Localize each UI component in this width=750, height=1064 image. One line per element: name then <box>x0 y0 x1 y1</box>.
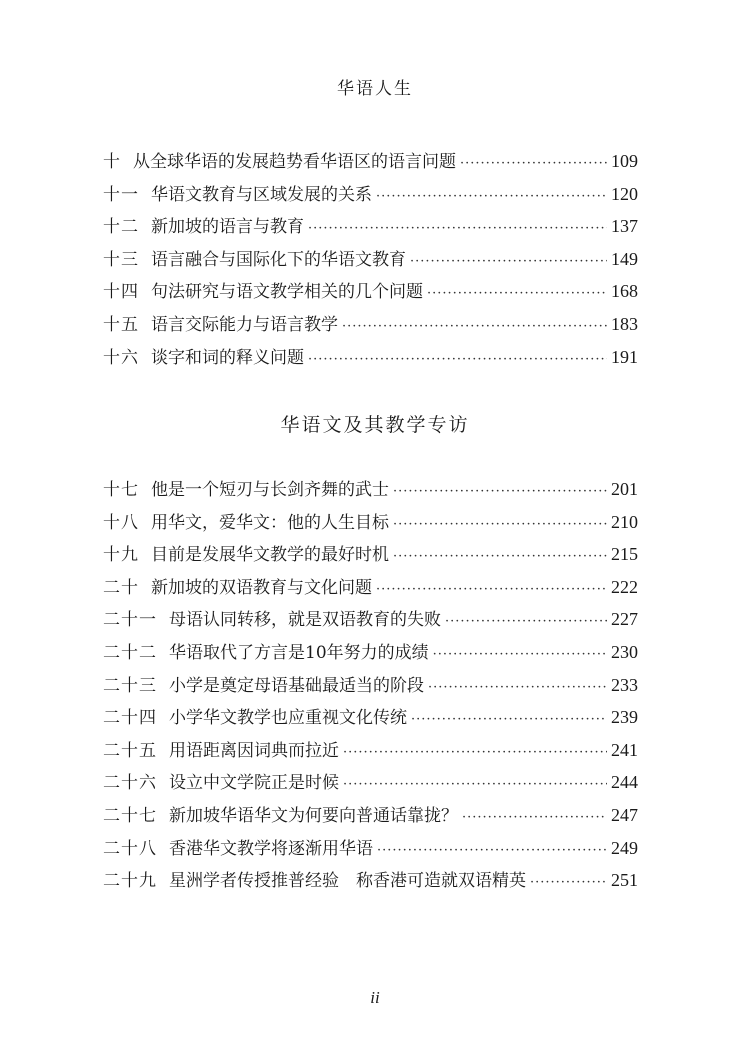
chapter-number: 十二 <box>103 217 139 238</box>
chapter-title: 母语认同转移，就是双语教育的失败 <box>169 610 441 631</box>
dot-leader <box>428 680 607 695</box>
dot-leader <box>376 582 607 597</box>
chapter-title: 华语取代了方言是10年努力的成绩 <box>169 642 429 663</box>
toc-entry[interactable] <box>103 573 638 606</box>
chapter-number: 二十八 <box>103 838 157 859</box>
chapter-number: 十六 <box>103 347 139 368</box>
chapter-number: 二十六 <box>103 773 157 794</box>
toc-entry[interactable] <box>103 475 638 508</box>
chapter-number: 十三 <box>103 249 139 270</box>
chapter-number: 十五 <box>103 314 139 335</box>
chapter-title: 用语距离因词典而拉近 <box>169 740 339 761</box>
chapter-number: 二十三 <box>103 675 157 696</box>
page-number: 109 <box>611 151 638 171</box>
page-number: 239 <box>611 707 638 728</box>
dot-leader <box>343 777 607 792</box>
chapter-title: 新加坡的双语教育与文化问题 <box>151 577 372 598</box>
toc-entry[interactable] <box>103 671 638 704</box>
toc-entry[interactable] <box>103 834 638 867</box>
chapter-number: 十 <box>103 152 121 172</box>
page-number: 227 <box>611 609 638 630</box>
chapter-number: 十四 <box>103 282 139 303</box>
dot-leader <box>342 319 607 334</box>
dot-leader <box>308 352 607 367</box>
chapter-title: 目前是发展华文教学的最好时机 <box>151 545 389 566</box>
chapter-title: 用华文，爱华文：他的人生目标 <box>151 512 389 533</box>
chapter-title: 句法研究与语文教学相关的几个问题 <box>151 282 423 303</box>
toc-entry[interactable] <box>103 147 638 180</box>
dot-leader <box>530 875 607 890</box>
chapter-number: 二十五 <box>103 740 157 761</box>
page-number: 233 <box>611 674 638 695</box>
page-number: 120 <box>611 183 638 204</box>
toc-entry[interactable] <box>103 638 638 671</box>
chapter-title: 语言融合与国际化下的华语文教育 <box>151 249 406 270</box>
folio-page-number: ii <box>370 988 380 1007</box>
page-number: 137 <box>611 216 638 237</box>
page-number: 183 <box>611 313 638 334</box>
toc-entry[interactable] <box>103 508 638 541</box>
toc-list-part2 <box>103 475 638 899</box>
chapter-number: 二十二 <box>103 642 157 663</box>
toc-list-part1 <box>103 147 638 375</box>
chapter-number: 十七 <box>103 480 139 500</box>
dot-leader <box>410 254 607 269</box>
chapter-title: 星洲学者传授推普经验 称香港可造就双语精英 <box>169 871 526 892</box>
chapter-title: 他是一个短刃与长剑齐舞的武士 <box>151 480 389 500</box>
chapter-number: 十九 <box>103 545 139 566</box>
dot-leader <box>411 712 607 727</box>
page-number: 222 <box>611 576 638 597</box>
chapter-title: 香港华文教学将逐渐用华语 <box>169 838 373 859</box>
toc-entry[interactable] <box>103 180 638 213</box>
toc-entry[interactable] <box>103 310 638 343</box>
chapter-title: 新加坡的语言与教育 <box>151 217 304 238</box>
toc-entry[interactable] <box>103 540 638 573</box>
dot-leader <box>462 810 607 825</box>
dot-leader <box>393 517 607 532</box>
toc-entry[interactable] <box>103 343 638 376</box>
toc-entry[interactable] <box>103 736 638 769</box>
page-number: 241 <box>611 739 638 760</box>
chapter-title: 语言交际能力与语言教学 <box>151 314 338 335</box>
toc-entry[interactable] <box>103 212 638 245</box>
chapter-title: 华语文教育与区域发展的关系 <box>151 184 372 205</box>
chapter-number: 二十 <box>103 577 139 598</box>
chapter-number: 二十九 <box>103 871 157 892</box>
page-number: 149 <box>611 248 638 269</box>
dot-leader <box>460 156 607 171</box>
page-number: 215 <box>611 544 638 565</box>
page-number: 247 <box>611 804 638 825</box>
dot-leader <box>433 647 607 662</box>
toc-entry[interactable] <box>103 801 638 834</box>
chapter-title: 从全球华语的发展趋势看华语区的语言问题 <box>133 152 456 172</box>
page-number: 244 <box>611 772 638 793</box>
chapter-number: 二十一 <box>103 610 157 631</box>
chapter-title: 小学是奠定母语基础最适当的阶段 <box>169 675 424 696</box>
dot-leader <box>445 614 607 629</box>
chapter-number: 十一 <box>103 184 139 205</box>
toc-entry[interactable] <box>103 768 638 801</box>
page-number: 230 <box>611 641 638 662</box>
dot-leader <box>343 745 607 760</box>
page-number: 251 <box>611 870 638 891</box>
page-number: 201 <box>611 479 638 499</box>
toc-entry[interactable] <box>103 277 638 310</box>
dot-leader <box>427 286 607 301</box>
page-number: 249 <box>611 837 638 858</box>
toc-entry[interactable] <box>103 245 638 278</box>
page-number: 210 <box>611 511 638 532</box>
dot-leader <box>376 189 607 204</box>
running-header: 华语人生 <box>337 79 413 99</box>
dot-leader <box>393 484 607 499</box>
page-number: 191 <box>611 346 638 367</box>
chapter-title: 谈字和词的释义问题 <box>151 347 304 368</box>
chapter-title: 小学华文教学也应重视文化传统 <box>169 708 407 729</box>
toc-entry[interactable] <box>103 605 638 638</box>
chapter-number: 二十七 <box>103 805 157 826</box>
chapter-title: 设立中文学院正是时候 <box>169 773 339 794</box>
toc-entry[interactable] <box>103 703 638 736</box>
chapter-title: 新加坡华语华文为何要向普通话靠拢？ <box>169 805 458 826</box>
chapter-number: 十八 <box>103 512 139 533</box>
toc-entry[interactable] <box>103 866 638 899</box>
chapter-number: 二十四 <box>103 708 157 729</box>
dot-leader <box>377 843 607 858</box>
dot-leader <box>393 549 607 564</box>
page-number: 168 <box>611 281 638 302</box>
section-heading: 华语文及其教学专访 <box>280 414 470 436</box>
dot-leader <box>308 221 607 236</box>
